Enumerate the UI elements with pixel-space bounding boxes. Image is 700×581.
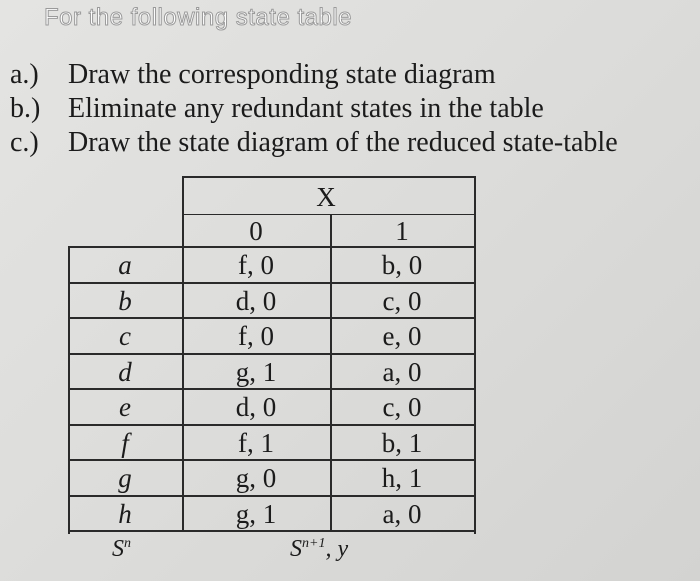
footer-output: , y [325, 536, 349, 562]
table-header-divider [182, 214, 474, 215]
state-cell: h [118, 498, 132, 529]
next-state-x1-cell: a, 0 [382, 356, 422, 387]
next-state-x1-cell: b, 1 [381, 427, 423, 458]
next-state-x1-cell: c, 0 [382, 392, 422, 422]
table-right-border [474, 176, 476, 534]
col-header-0: 0 [249, 216, 263, 246]
question-text: Draw the corresponding state diagram [68, 59, 496, 90]
next-state-x0-cell: f, 0 [238, 321, 274, 351]
footer-state-symbol: S [112, 536, 124, 562]
state-cell: b [118, 285, 132, 316]
question-text: Eliminate any redundant states in the table [68, 93, 544, 124]
state-cell: a [118, 250, 132, 280]
question-letter: a.) [10, 59, 39, 90]
question-text: Draw the state diagram of the reduced state-table [68, 127, 618, 158]
next-state-x1-cell: c, 0 [382, 285, 422, 316]
state-cell: g [118, 463, 132, 493]
footer-next-symbol: S [290, 536, 302, 562]
next-state-x1-cell: b, 0 [381, 250, 423, 280]
question-letter: b.) [10, 93, 41, 124]
next-state-x1-cell: a, 0 [382, 498, 422, 529]
next-state-x0-cell: d, 0 [235, 392, 277, 422]
next-state-x0-cell: f, 1 [238, 427, 274, 458]
col-header-1: 1 [395, 216, 409, 246]
next-state-x0-cell: d, 0 [235, 285, 277, 316]
footer-next-label [290, 536, 348, 563]
state-cell: e [119, 392, 131, 422]
state-cell: f [121, 427, 129, 458]
next-state-x0-cell: g, 1 [235, 356, 277, 387]
question-letter: c.) [10, 127, 39, 158]
next-state-x1-cell: h, 1 [381, 463, 423, 493]
page-heading: For the following state table [44, 4, 352, 31]
next-state-x0-cell: g, 0 [235, 463, 277, 493]
state-cell: c [119, 321, 131, 351]
input-header: X [316, 182, 336, 212]
footer-state-label [112, 536, 131, 563]
footer-next-sup: n+1 [302, 536, 326, 551]
table-top-border [182, 176, 476, 178]
state-cell: d [118, 356, 132, 387]
next-state-x1-cell: e, 0 [382, 321, 422, 351]
footer-state-sup: n [124, 536, 131, 551]
next-state-x0-cell: f, 0 [238, 250, 274, 280]
next-state-x0-cell: g, 1 [235, 498, 277, 529]
